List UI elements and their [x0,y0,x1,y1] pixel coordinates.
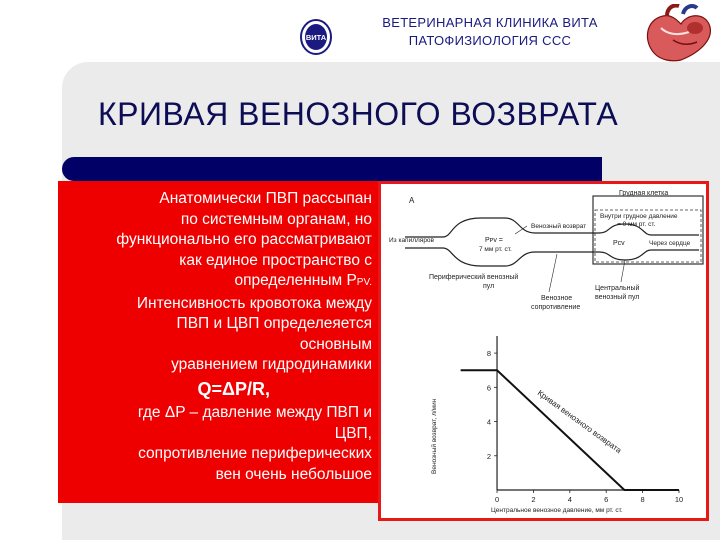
intrathoracic-label: Внутри грудное давление [600,213,678,220]
panel-letter: A [409,196,415,205]
text-line: уравнением гидродинамики [171,356,372,373]
left-margin [0,0,62,540]
y-tick-label: 2 [486,451,492,461]
text-line: ЦВП, [334,424,372,442]
peripheral-pool-label: Периферический венозный [429,274,519,281]
x-tick-label: 6 [604,495,609,504]
x-axis-label: Центральное венозное давление, мм рт. ст. [491,507,623,514]
text-line: Интенсивность кровотока между [136,294,372,312]
heart-illustration [637,4,717,64]
pointer-line [549,254,557,292]
title-underline-bar [62,157,602,181]
y-tick-label: 4 [486,417,492,427]
chest-label: Грудная клетка [619,190,669,197]
chart-area [430,336,683,514]
pressure-value: = 0 мм рт. ст. [617,221,656,228]
y-axis-label: Венозный возврат, л/мин [431,398,438,474]
text-line: основным [299,335,372,353]
clinic-name: ВЕТЕРИНАРНАЯ КЛИНИКА ВИТА [382,15,598,30]
subject-name: ПАТОФИЗИОЛОГИЯ ССС [408,33,572,48]
central-pool-label: Центральный [595,285,640,292]
pointer-line [621,260,625,282]
x-tick-label: 4 [567,495,572,504]
diagram-panel [378,181,709,521]
curve-label: Кривая венозного возврата [535,388,624,456]
vessel-outline-lower [405,248,699,266]
ppv-value: 7 мм рт. ст. [479,246,512,253]
pcv-label: Pᴄᴠ [613,240,625,247]
venous-return-diagram [381,184,706,518]
venous-return-curve [461,370,679,490]
text-line: функционально его рассматривают [116,231,372,248]
x-tick-label: 0 [494,495,500,504]
description-text [60,189,372,485]
text-line: сопротивление периферических [138,445,372,462]
text-line-ppv [60,271,372,294]
formula: Q=ΔP/R, [197,378,270,399]
text-line: Анатомически ПВП рассыпан [159,190,372,207]
text-line: вен очень небольшое [215,465,372,483]
x-tick-label: 2 [531,495,536,504]
header [340,14,640,50]
to-heart-label: Через сердце [649,240,691,247]
venous-return-label: Венозный возврат [531,223,587,230]
venous-resistance-label: Венозное [541,295,573,302]
pool-label: пул [483,283,495,290]
chest-box [593,196,703,264]
ppv-label: Pᴘᴠ = [485,237,503,244]
from-capillaries-label: Из капилляров [389,237,434,244]
clinic-logo [299,18,333,56]
ppv-subscript: PV. [356,277,372,288]
x-tick-label: 10 [674,495,684,504]
description-panel [58,181,378,503]
text-line: как единое пространство с [179,251,372,269]
logo-text: ВИТА [305,33,327,42]
ppv-text: определенным P [234,272,357,289]
y-tick-label: 6 [486,383,492,393]
y-tick-label: 8 [486,349,492,359]
text-line: где ΔP – давление между ПВП и [137,404,372,421]
page-title: КРИВАЯ ВЕНОЗНОГО ВОЗВРАТА [98,96,619,132]
x-tick-label: 8 [640,495,645,504]
text-line: по системным органам, но [180,210,372,228]
resistance-label: сопротивление [531,304,581,311]
text-line: ПВП и ЦВП определеяется [176,315,372,332]
central-pool-label-2: венозный пул [595,294,640,301]
